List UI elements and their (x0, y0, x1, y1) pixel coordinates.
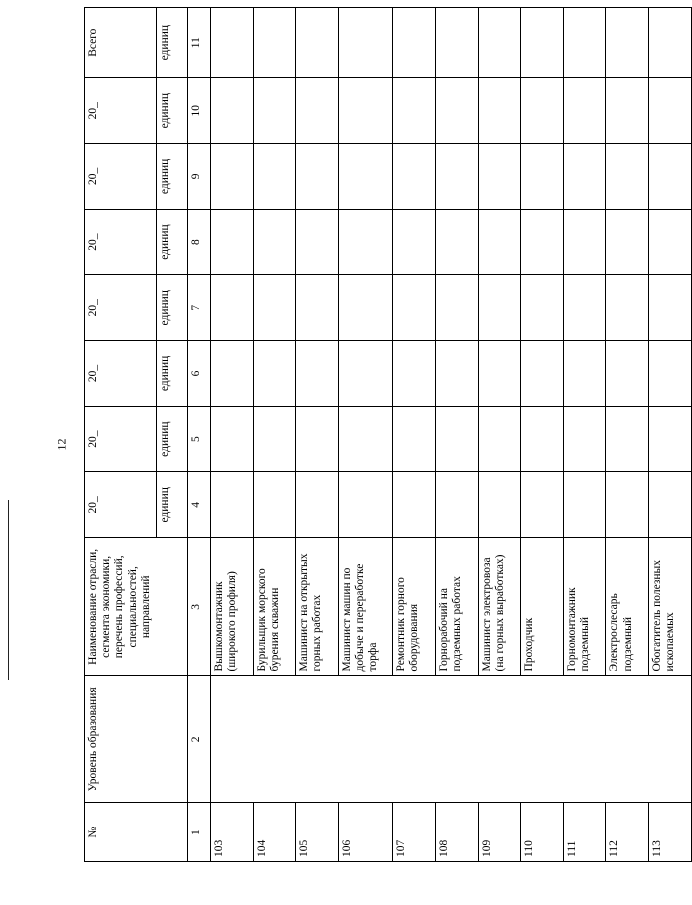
value-cell (211, 341, 254, 407)
value-cell (649, 472, 692, 538)
profession-name: Электрослесарь подземный (606, 538, 649, 676)
column-number: 1 (188, 803, 211, 862)
value-cell (338, 341, 392, 407)
header-year: 20_ (85, 472, 157, 538)
value-cell (563, 472, 606, 538)
column-number: 9 (188, 144, 211, 210)
professions-table (84, 7, 692, 862)
value-cell (211, 406, 254, 472)
value-cell (296, 8, 339, 78)
value-cell (338, 144, 392, 210)
value-cell (478, 472, 521, 538)
header-unit: единиц (157, 144, 188, 210)
column-number: 10 (188, 78, 211, 144)
header-unit: единиц (157, 341, 188, 407)
header-unit: единиц (157, 275, 188, 341)
value-cell (393, 78, 436, 144)
value-cell (478, 144, 521, 210)
value-cell (649, 341, 692, 407)
page-number: 12 (54, 438, 69, 451)
value-cell (478, 8, 521, 78)
value-cell (338, 406, 392, 472)
value-cell (296, 275, 339, 341)
value-cell (211, 8, 254, 78)
header-year: 20_ (85, 406, 157, 472)
value-cell (393, 472, 436, 538)
row-number: 106 (338, 803, 392, 862)
value-cell (435, 144, 478, 210)
column-number: 11 (188, 8, 211, 78)
row-number: 113 (649, 803, 692, 862)
column-number: 2 (188, 676, 211, 803)
value-cell (478, 209, 521, 275)
column-number: 7 (188, 275, 211, 341)
value-cell (338, 8, 392, 78)
value-cell (211, 275, 254, 341)
value-cell (435, 472, 478, 538)
value-cell (521, 472, 564, 538)
header-unit: единиц (157, 472, 188, 538)
binding-margin-line (8, 500, 9, 680)
value-cell (606, 78, 649, 144)
value-cell (296, 472, 339, 538)
value-cell (649, 78, 692, 144)
header-education-level: Уровень образования (85, 676, 188, 803)
profession-name: Машинист электровоза (на горных выработках) (478, 538, 521, 676)
value-cell (606, 406, 649, 472)
value-cell (521, 341, 564, 407)
column-number: 3 (188, 538, 211, 676)
table-body (211, 8, 692, 862)
profession-name: Ремонтник горного оборудования (393, 538, 436, 676)
value-cell (521, 78, 564, 144)
header-year: 20_ (85, 341, 157, 407)
row-number: 104 (253, 803, 296, 862)
header-year: 20_ (85, 144, 157, 210)
value-cell (606, 8, 649, 78)
value-cell (606, 472, 649, 538)
value-cell (563, 275, 606, 341)
value-cell (606, 275, 649, 341)
header-year: 20_ (85, 275, 157, 341)
value-cell (478, 341, 521, 407)
value-cell (211, 78, 254, 144)
value-cell (338, 472, 392, 538)
value-cell (563, 406, 606, 472)
value-cell (253, 275, 296, 341)
row-number: 110 (521, 803, 564, 862)
column-number-row (188, 8, 211, 862)
value-cell (649, 144, 692, 210)
value-cell (253, 406, 296, 472)
value-cell (296, 406, 339, 472)
value-cell (649, 209, 692, 275)
value-cell (563, 341, 606, 407)
value-cell (606, 341, 649, 407)
value-cell (649, 8, 692, 78)
value-cell (521, 275, 564, 341)
profession-name: Горномонтажник подземный (563, 538, 606, 676)
value-cell (253, 78, 296, 144)
value-cell (563, 209, 606, 275)
value-cell (393, 406, 436, 472)
value-cell (563, 78, 606, 144)
header-year: 20_ (85, 78, 157, 144)
value-cell (649, 406, 692, 472)
profession-name: Машинист на открытых горных работах (296, 538, 339, 676)
value-cell (478, 406, 521, 472)
value-cell (338, 275, 392, 341)
value-cell (338, 78, 392, 144)
profession-name: Машинист машин по добыче и переработке торфа (338, 538, 392, 676)
value-cell (435, 406, 478, 472)
header-year: 20_ (85, 209, 157, 275)
value-cell (211, 144, 254, 210)
value-cell (393, 275, 436, 341)
value-cell (521, 406, 564, 472)
row-number: 112 (606, 803, 649, 862)
profession-name: Бурильщик морского бурения скважин (253, 538, 296, 676)
row-number: 109 (478, 803, 521, 862)
value-cell (296, 78, 339, 144)
column-number: 8 (188, 209, 211, 275)
row-number: 108 (435, 803, 478, 862)
value-cell (393, 341, 436, 407)
row-number: 111 (563, 803, 606, 862)
value-cell (211, 472, 254, 538)
value-cell (211, 209, 254, 275)
education-level-cell (211, 676, 692, 803)
profession-name: Проходчик (521, 538, 564, 676)
value-cell (296, 341, 339, 407)
value-cell (435, 8, 478, 78)
row-number: 105 (296, 803, 339, 862)
header-number: № (85, 803, 188, 862)
value-cell (563, 144, 606, 210)
header-profession-name: Наименование отрасли, сегмента экономики, перечень профессий, специальностей, направлений (85, 538, 188, 676)
value-cell (606, 144, 649, 210)
column-number: 4 (188, 472, 211, 538)
rotated-table-container (84, 7, 677, 862)
value-cell (649, 275, 692, 341)
table-row (211, 8, 254, 862)
value-cell (393, 144, 436, 210)
header-unit: единиц (157, 406, 188, 472)
value-cell (435, 275, 478, 341)
column-number: 6 (188, 341, 211, 407)
header-unit: единиц (157, 8, 188, 78)
row-number: 103 (211, 803, 254, 862)
value-cell (253, 8, 296, 78)
value-cell (563, 8, 606, 78)
value-cell (296, 144, 339, 210)
column-number: 5 (188, 406, 211, 472)
profession-name: Обогатитель полезных ископаемых (649, 538, 692, 676)
value-cell (521, 144, 564, 210)
profession-name: Горнорабочий на подземных работах (435, 538, 478, 676)
value-cell (393, 209, 436, 275)
value-cell (435, 341, 478, 407)
value-cell (338, 209, 392, 275)
value-cell (521, 8, 564, 78)
value-cell (253, 472, 296, 538)
header-unit: единиц (157, 78, 188, 144)
value-cell (606, 209, 649, 275)
value-cell (296, 209, 339, 275)
value-cell (435, 209, 478, 275)
value-cell (478, 275, 521, 341)
value-cell (253, 209, 296, 275)
header-unit: единиц (157, 209, 188, 275)
value-cell (435, 78, 478, 144)
value-cell (253, 144, 296, 210)
value-cell (478, 78, 521, 144)
header-total: Всего (85, 8, 157, 78)
value-cell (393, 8, 436, 78)
profession-name: Вышкомонтажник (широкого профиля) (211, 538, 254, 676)
value-cell (253, 341, 296, 407)
row-number: 107 (393, 803, 436, 862)
value-cell (521, 209, 564, 275)
